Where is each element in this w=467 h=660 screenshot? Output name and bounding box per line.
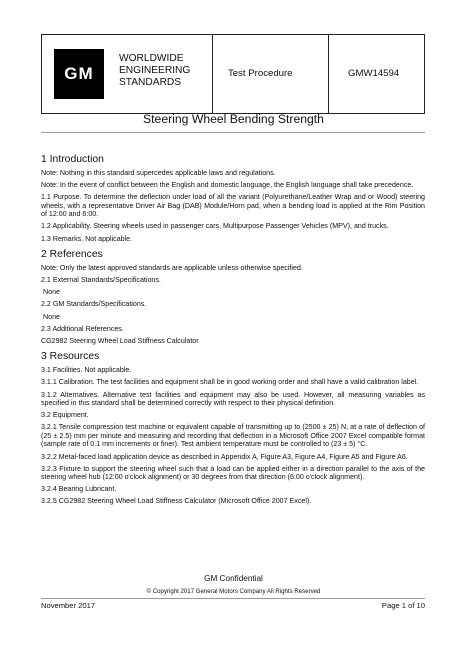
paragraph: 3.2 Equipment. [41,411,89,420]
header-divider [212,35,213,113]
paragraph: Note: Only the latest approved standards are applicable unless otherwise specified. [41,264,303,273]
doc-number: GMW14594 [348,68,400,79]
title-rule [41,132,425,133]
confidential-label: GM Confidential [204,574,263,583]
paragraph: None [43,312,60,321]
paragraph: 3.2.1 Tensile compression test machine or equivalent capable of transmitting up to (2500 ± 25) N, at a rate of deflection of (25 ± 2.5) mm per minute and measuring and recording that deflection in a Microsoft Office 2007 Excel compatible format (sample rate of 0.1 mm increments or finer). Test ambient temperature must be controlled to (23 ± 5) °C. [41,423,425,449]
paragraph: Note: Nothing in this standard supercedes applicable laws and regulations. [41,169,276,177]
paragraph: Note: In the event of conflict between the English and domestic language, the English language shall take precedence. [41,181,414,190]
header-divider [328,35,329,113]
paragraph: 1.2 Applicability. Steering wheels used in passenger cars, Multipurpose Passenger Vehicles (MPV), and trucks. [41,222,389,231]
paragraph: 2.2 GM Standards/Specifications. [41,300,147,309]
paragraph: 3.2.4 Bearing Lubricant. [41,485,117,494]
section-heading: 3 Resources [41,351,100,363]
paragraph: 2.3 Additional References. [41,324,124,333]
section-resources [41,351,425,506]
document-body [41,154,425,512]
paragraph: 1.1 Purpose. To determine the deflection under load of all the variant (Polyurethane/Leather Wrap and or Wood) steering wheels, with a representative Driver Air Bag (DAB) Module/Horn pad, when a bending load is applied at the Rim Position of 12:00 and 6:00. [41,193,425,219]
paragraph: 3.1.1 Calibration. The test facilities and equipment shall be in good working order and shall have a valid calibration label. [41,378,419,387]
paragraph: 3.2.3 Fixture to support the steering wheel such that a load can be applied either in a direction parallel to the axis of the steering wheel hub (12:00 o'clock alignment) or 30 degrees from that direction (6:00 o'clock alignment). [41,464,425,482]
section-introduction [41,154,425,243]
logo-text: GM [64,64,94,83]
section-heading: 2 References [41,249,103,261]
org-line-2: ENGINEERING [119,65,191,76]
paragraph: 3.2.5 CG2982 Steering Wheel Load Stiffness Calculator (Microsoft Office 2007 Excel). [41,497,312,506]
section-heading: 1 Introduction [41,154,104,165]
page-title: Steering Wheel Bending Strength [143,112,324,126]
doc-type: Test Procedure [228,68,293,79]
paragraph: None [43,288,60,297]
org-name [119,53,190,89]
org-line-1: WORLDWIDE [119,53,184,64]
copyright-notice: © Copyright 2017 General Motors Company All Rights Reserved [146,588,321,595]
footer-date: November 2017 [41,601,96,610]
paragraph: 3.2.2 Metal-faced load application device as described in Appendix A, Figure A3, Figure A4, Figure A5 and Figure A6. [41,452,408,461]
footer-rule [41,598,425,599]
section-references [41,249,425,345]
paragraph: CG2982 Steering Wheel Load Stiffness Calculator [41,336,199,345]
paragraph: 3.1 Facilities. Not applicable. [41,366,132,375]
gm-logo [54,49,104,99]
paragraph: 1.3 Remarks. Not applicable. [41,234,133,243]
org-line-3: STANDARDS [119,77,182,88]
page-number: Page 1 of 10 [381,601,425,610]
header-box [41,34,425,114]
paragraph: 2.1 External Standards/Specifications. [41,276,161,285]
paragraph: 3.1.2 Alternatives. Alternative test facilities and equipment may also be used. However, all measuring variables as specified in this standard shall be determined correctly with respect to their physical definition. [41,390,425,408]
